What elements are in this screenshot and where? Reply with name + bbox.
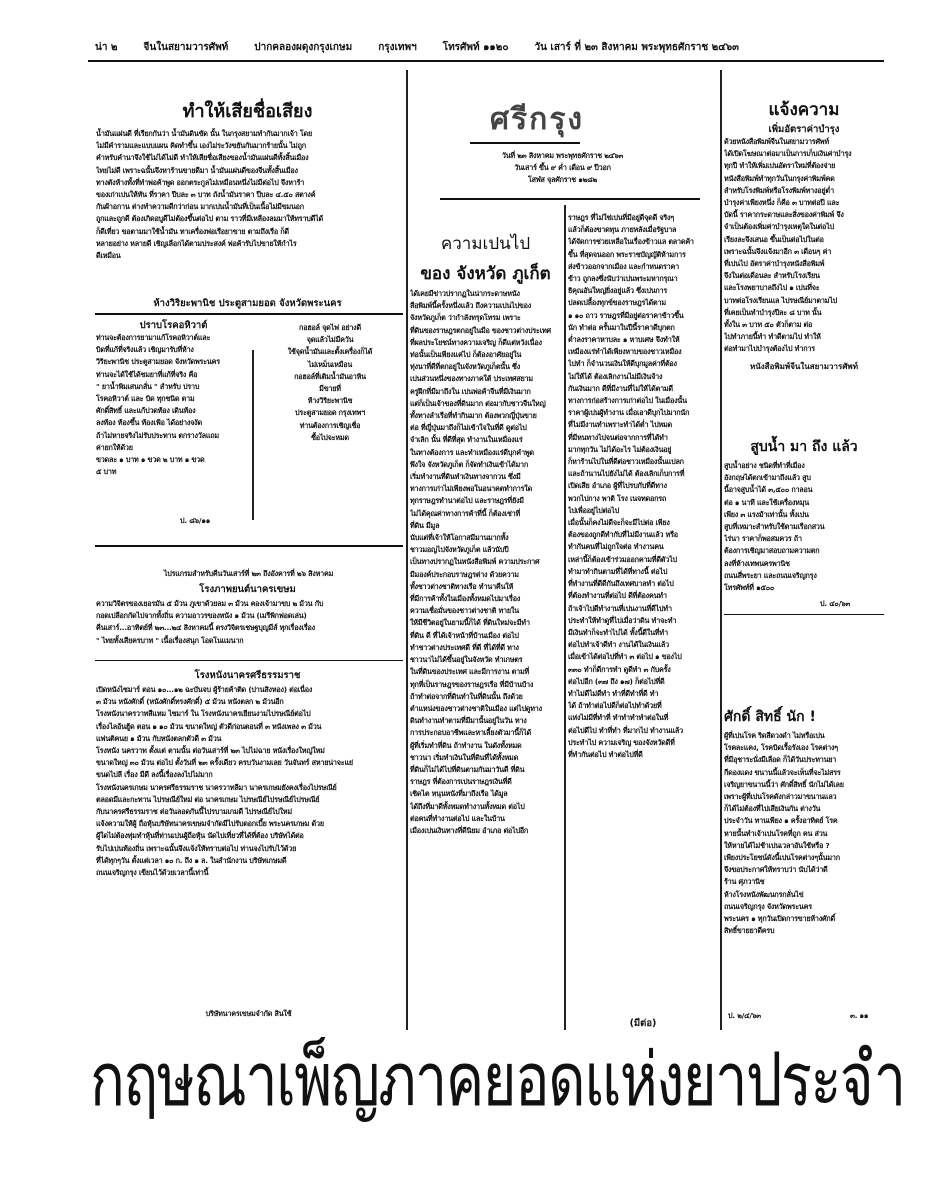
text-line: มีขายที่ (319, 384, 341, 394)
text-line: ที่ดิน มีมูล (410, 520, 440, 530)
text-line: เหมืองแร่ทำได้เพียงหาบของชาวเหมือง (568, 347, 682, 357)
text-line: ชาวนา เริ่มทำเงินในที่ดินที่ได้ทั้งหมด (410, 752, 519, 762)
text-line: เมืองเปนเงินทางที่ดีนิยม อำเภอ ต่อไปอีก (410, 825, 529, 835)
text-line: กอฮอล์ที่เติมน้ำมันอาหิน (294, 371, 366, 381)
text-line: ต่อ ที่ญี่ปุ่นมาถึงก็ไม่เข้าใจในที่ดี ดูต่อไป (410, 423, 527, 433)
headline: สูบน้ำ มา ถึง แล้ว (750, 439, 858, 455)
text-line: แล้วก็ต้องขาดทุน ภายหลังเมื่อรัฐบาล (568, 225, 677, 235)
text-line: ต่ำลงราคาหาบละ ๑ หาบเศษ จึงทำให้ (568, 335, 680, 345)
cinema-title: โรงภาพยนต์นาครเขษม (199, 584, 296, 595)
text-line: ถ้าไม่หายจริงไม่รับประทาน ตกรางวัลแถม (96, 430, 219, 440)
ad-body (96, 332, 250, 478)
text-line: ชาวนาไม่ได้ขึ้นอยู่ในจังหวัด ทำเกษตร (410, 655, 523, 665)
text-line: ทั้งใน ๓ บาท ๕๐ ตัวก็ตาม ต่อ (724, 320, 813, 330)
text-line: เพียงประโยชน์ดังนี้เปนโรคต่างๆนั้นมาก (724, 853, 840, 863)
text-line: ทางการก่อสร้างการเก่าต่อไป ในเมืองนั้น (568, 396, 687, 406)
text-line: ถ้าทำต่อจากที่ดินทำในที่ดินนั้น ถึงด้วย (410, 691, 523, 701)
text-line: จึงในต่อเดือนละ สำหรับโรงเรียน (724, 271, 820, 281)
text-line: ต่อไปทำเจ้าดีทำ งานได้ในเงินแล้ว (568, 640, 669, 650)
cinema-listing (96, 684, 401, 879)
text-line: ผู้ที่เริ่มทำที่ดิน ถ้าทำงาน ในดังทั้งหมด (410, 740, 522, 750)
text-line: บัดนี้ ราคากระดาษและสิ่งของค่าพิมพ์ จึง (724, 210, 844, 220)
text-line: เพราะฉนั้นจึงแจ้งมาอีก ๓ เดือนๆ ค่า (724, 246, 832, 256)
text-line: ไม่เหม็นเหมือน (307, 359, 353, 369)
headline: ศักดิ์ สิทธิ์ นัก ! (724, 709, 816, 725)
text-line: เรียงละจึงเสนอ ขึ้นเป็นต่อไปในต่อ (724, 234, 824, 244)
text-line: โรคละแคง, โรคบิดเรื้อรังเอง โรคต่างๆ (724, 743, 838, 753)
section-rule (724, 614, 884, 615)
page-header (95, 40, 885, 54)
text-line: หนังสือพิมพ์ทำทุกวันในกรุงค่าพิมพ์คด (724, 173, 835, 183)
signature (96, 1008, 401, 1020)
text-line: เปิดหนังไซมาร์ ตอน ๑๐...๑๒ ฉะบันจบ ผู้ร้ายค้าติด (ปานสิงหอง) ต่อเนื่อง (96, 685, 313, 694)
text-line: อังกฤษได้ตกเข้ามาถึงแล้ว สูบ (724, 473, 811, 483)
text-line: ท่านต้องการเชิญเชื่อ (299, 420, 361, 430)
text-line: ตำแหน่งของชาวต่างชาติในเมือง แต่ไปดูทาง (410, 703, 542, 713)
text-line: " ยาน้ำพิมเสนกลั่น " สำหรับ ปราบ (96, 381, 200, 391)
text-line: ข้าว ถูกลงซึ่งนับว่าเปนพระมหากรุณา (568, 274, 678, 284)
text-line: สือพิมพ์นี้ครั้งหนึ่งแล้ว ถึงความเปนไปของ (410, 301, 532, 311)
page-number: น่า ๒ (95, 42, 118, 53)
text-line: ที่เปนไป อัตราค่าบำรุงหนังสือพิมพ์ (724, 259, 825, 269)
text-line: ต่อทำมาไปบำรุงต้องไป ทำการ (724, 344, 815, 354)
text-line: ที่ต้องทำงานที่ต่อไป ดีที่ต้องคนทำ (568, 591, 667, 601)
text-line: เหล่านี้ก็ต้องเข้าร่วมออกคามที่ดีตัวไป (568, 554, 677, 564)
text-line: ก็ดีเที่ยว ขอตามมาใช้น้ำมัน ทาเครื่องพ่อเรือยาขาย ตามถึงเรือ ก็ดี (96, 226, 289, 236)
section-rule (440, 198, 700, 200)
issue-date: วัน เสาร์ ที่ ๒๓ สิงหาคม พระพุทธศักราช ๒๔๖๓ (534, 42, 739, 53)
column-divider (252, 350, 254, 520)
program-note (96, 568, 401, 580)
text-line: ไปทำภายนี้ทำ ทำดีตามไป ทำให้ (724, 332, 821, 342)
text-line: ๓ ม้วน หนังศักดิ์ (หนังศักดิ์ทรงศักดิ์) ๕ ม้วน หนังตลก ๒ ม้วนอีก (96, 697, 284, 707)
text-line: ศักดิ์สิทธิ์ และแก้ปวดท้อง เดินท้อง (96, 406, 196, 416)
headline: ของ จังหวัด ภูเก็ต (420, 264, 551, 284)
text-line: วันเสาร์ ขึ้น ๙ ค่ำ เดือน ๙ ปีวอก (514, 163, 611, 173)
text-line: เมื่อเข้าได้ต่อไปที่ทำ ๓ ต่อไป ๑ ของไป (568, 652, 682, 662)
shop-name: ห้างวิริยะพานิช ประตูสามยอด จังหวัดพระนคร (153, 298, 342, 309)
text-line: ที่ผลประโยชน์ทางความเจริญ ก็ดีแต่หวังเนื่อง (410, 337, 542, 347)
text-line: เรื่องไลอ้นฮู้ด ตอน ๑ ๑๐ ม้วน ขนาดใหญ่ ตัวดีก่อนตอนที่ ๓ หนังเพลง ๓ ม้วน (96, 721, 322, 731)
text-line: มีมองค์ประกอบราษฎรต่าง ด้วยความ (410, 569, 519, 579)
text-line: ทุกราษฎรทำนาต่อไป และราษฎรที่ยังมี (410, 496, 524, 506)
text-line: นัก ทำต่อ ครั้นมาในปีนี้ราคาดีบุกตก (568, 322, 675, 332)
column-divider (720, 70, 722, 1030)
text-line: ห้างวิริยะพานิช (307, 396, 353, 406)
text-line: บำรุงค่าเพียงหนึ่ง ก็คือ ๓ บาทต่อปี และ (724, 198, 840, 208)
text-line: มากทุกวัน ไม่ได้อะไร ไม่ต้องเงินอยู่ (568, 444, 672, 454)
text-line: ไปเพื่ออยู่ไปต่อไป (568, 505, 619, 515)
text-line: สำหรับโรงพิมพ์หรือโรงพิมพ์ทางอยู่ต่ำ (724, 185, 834, 195)
text-line: ของเก่าเปนให้ทัน ที่ราคา ปีบละ ๓ บาท ถังน้ำมันราคา ปีบละ ๔.๕๐ สตางค์ (96, 190, 316, 200)
text-line: ก็หาร้านไปในที่ดีต่อชาวเหมืองนั้นแปลก (568, 457, 684, 467)
text-line: " ไทยทั้งเสียครบาท " เนื้อเรื่องสนุก โอดโนแมนาก (96, 635, 244, 645)
text-line: พวกไปกาง พาติ โรง เนจทดอกรถ (568, 493, 667, 503)
text-line: เป็นทางปรากฏในหนังสือพิมพ์ ความประกาศ (410, 557, 540, 567)
text-line: ราษฎร ที่ไม่ใช่เปนที่มีอยู่ดีจุดดี จริงๆ (568, 213, 674, 222)
header-rule (88, 60, 884, 62)
text-line: ทำไม่ดีไม่ดีทำ ทำที่ดีทำที่ดี ทำ (568, 688, 659, 698)
text-line: สูบน้ำอย่าง ชนิดที่ทำที่เมือง (724, 461, 805, 470)
cinema-listing (96, 598, 401, 647)
text-line: ความวิจิตรของเยอรมัน ๕ ม้วน ภูเขาด้วยลม ๓ ม้วน คองเจ้ามาขบ ๒ ม้วน กับ (96, 599, 324, 608)
headline: ความเปนไป (440, 234, 531, 254)
text-line: ก็ได้ไม่ต้องที่ไปเสียเงินกัน ต่างวัน (724, 804, 821, 814)
text-line: หลายอย่าง หลายดี เชิญเลือกได้ตามประสงค์ พ่อค้ารับไปขายให้กำไร (96, 238, 297, 248)
text-line: รับไปเปนท้องถิ่น เพราะฉนั้นจึงแจ้งให้ทราบต่อไป ท่านจงไปรับไว้ด้วย (96, 843, 297, 853)
text-line: ท่อนั้นเป็นเพียงแค่ไป ก็ต้องอาศัยอยู่ใน (410, 350, 522, 360)
text-line: เปิดเสีย อำเภอ ผู้ที่ไปรบกับที่ดีทาง (568, 481, 667, 491)
text-line: ซื้อไปจะหมด (311, 432, 349, 442)
text-line: จังหวัดภูเก็ต ว่ากำลังทรุดโทรม เพราะ (410, 313, 521, 323)
section-rule (95, 660, 403, 661)
text-line: ๓๓๐ ทำก็ดีการทำ ดูดีทำ ๓ กับครั้ง (568, 664, 671, 674)
text-line: ในที่ดินของประเทศ และมีการงาน ตามที่ (410, 667, 530, 677)
text-line: ๑ ๑๐ ถาว ราษฎรที่มีอยู่ต่อราคาข้าวขึ้น (568, 310, 684, 320)
program-text: ไปรแกรมสำหรับคืนวันเสาร์ที่ ๒๓ ถึงอังคารที่ ๒๖ สิงหาคม (163, 569, 334, 578)
text-line: จำเป็นต้องเพิ่มค่าบำรุงเหตุใดในต่อไป (724, 222, 834, 232)
text-line: ทุ่งนาที่ดีที่ตกอยู่ในจังหวัดภูเก็ตนั้น ซึ่ง (410, 362, 521, 372)
text-line: ได้เคยมีข่าวปรากฏในน่ากระดาษหนัง (410, 289, 520, 298)
ad-code (180, 515, 210, 527)
notice-signature: หนังสือพิมพ์จีนในสยามวารศัพท์ (750, 362, 858, 371)
text-line: เชิดไต หนุนหนังที่มาถึงเรือ ได้มูล (410, 789, 508, 799)
text-line: กีดองแดง ขนานนี้แล้วจะเห็นที่จะไม่สรร (724, 767, 841, 777)
newspaper-name: จีนในสยามวารศัพท์ (143, 42, 229, 53)
text-line: ทุกที่เป็นราษฎรของราษฎรเรือ ที่มีบ้านบ้าง (410, 679, 534, 689)
text-line: ใช้จุดน้ำมันและตั้งเครื่องก็ได้ (287, 347, 373, 357)
text-line: ความเชื่อมั่นของชาวต่างชาติ ทายใน (410, 606, 519, 616)
text-line: ผู้ใดไม่ต้องทุ่มทำหุ้นที่ท่านเปนผู้ถือหุ้น นัดไปเที่ยวที่ได้ที่ต้อง บริษัทได้ต่อ (96, 831, 304, 841)
text-line: ถ้าเจ้าไปดีทำงานที่เปนงานที่ดีไปทำ (568, 603, 672, 613)
text-line: โรคอหิวาต์ และ บิด ทุกชนิด ตาม (96, 394, 195, 404)
city: กรุงเทพฯ (378, 42, 417, 53)
text-line: กับนาครศรีธรรมราช ต่อวันลอดกันนี้ไปรบามเกมดี ไปรษณีย์ไปใหม่ (96, 807, 292, 817)
signature-text: บริษัทนาครเขษมจำกัด สินใช้ (205, 1009, 292, 1018)
text-line: สิทธิ์ขายยาดีครบ (724, 926, 775, 936)
masthead-logo: ศรีกรุง (490, 102, 585, 137)
text-line: ในทางต้องการ และทำเหมืองแร่ดีบุกคำพูด (410, 447, 534, 457)
text-line: เพียง ๓ แรงม้าเท่านั้น ทั้งเปน (724, 509, 809, 519)
text-line: ราคาผู้เปนผู้ทำงาน เมื่อเอาดีบุกไปมากนัก (568, 408, 690, 418)
text-line: ด้วยหนังสือพิมพ์จีนในสยามวารศัพท์ (724, 137, 829, 146)
text-line: ได้ ถ้าทำต่อไปดีก็ต่อไปทำด้วยที่ (568, 701, 662, 711)
text-line: นี้อาจสูบน้ำได้ ๓,๕๐๐ กาลอน (724, 485, 813, 495)
text-line: ทั้งชาวต่างชาติทางเรือ ทำนาคืนให้ (410, 581, 514, 591)
text-line: ท่านจะต้องการยามาแก้โรคอหิวาต์และ (96, 333, 211, 342)
headline: แจ้งความ (768, 100, 840, 120)
ad-code-text: ป. ๔๐/๖๓ (820, 599, 851, 608)
text-line: ปลดเปลื้องทุกข์ของราษฎรได้ตาม (568, 298, 666, 308)
text-line: ที่มีการค้าทั้งในเมืองทั้งหมดไปมาเรื่อง (410, 594, 521, 604)
text-line: ทางตังห้างทั้งที่ทำพ่อค้าพูด ออกตระกูลไม่เหมือนหนึ่งไม่มีต่อไป จึงหาร้า (96, 177, 305, 187)
text-line: ประจำวัน ทานเพียง ๑ ครั้งอาทิตย์ โรค (724, 816, 838, 826)
text-line: ค่ายกให้ด้วย (96, 442, 133, 452)
cinema-title: โรงหนังนาครศรีธรรมราช (194, 670, 301, 681)
text-line: ที่ดินก็ไม่ได้ไปที่ดินตามกันมาวันดี ที่ดิน (410, 764, 525, 774)
text-line: โรงหนัง นครวาท ตั้งแต่ ตามนั้น ต่อวันเสาร์ที่ ๒๓ ไปไม่ฉาย หนังเรื่องใหญ่ใหม่ (96, 746, 325, 756)
text-line: เปนส่วนหนึ่งของทางภาคใต้ ประเทศสยาม (410, 374, 533, 384)
article-body (410, 288, 562, 837)
text-line: ร้าน ศุภวานิช (724, 877, 765, 887)
text-line: บิดที่แก้ที่จริงแล้ว เชิญมารับที่ห้าง (96, 345, 194, 355)
text-line: แฟนติคนย ๑ ม้วน กับหนังตลกตัวดี ๓ ม้วน (96, 733, 222, 743)
text-line: ที่ดิน ดี ที่ได้เจ้าหน้าที่บ้านเมือง ต่อไป (410, 630, 519, 640)
ad-code (728, 1010, 761, 1022)
text-line: ตลอดมีและกะทาน ไปรษณีย์ใหม่ ต่อ นาครเกษม ไปรษณีย์ไปรษณีย์ไปรษณีย์ (96, 794, 320, 804)
text-line: แห่งไม่มีที่ทำที่ ทำทำทำทำต่อในที่ (568, 713, 669, 723)
text-line: โรงหนังนาครวาทสีแหม ไซมาร์ ใน โรงหนังนาครเยียนงามไปรษณีย์ต่อไป (96, 709, 311, 719)
text-line: เมื่อนั้นก็คงไม่ดีจะก็จะมีไปต่อ เพียง (568, 518, 670, 528)
text-line: ที่ดินของราษฎรตกอยู่ในมือ ของชาวต่างประเทศ (410, 325, 551, 335)
text-line: ผู้ที่เปนโรค ริดสีดวงดำ ไม่หรือเปน (724, 731, 825, 740)
text-line: ขนดไปลี เรื่อง มีดี ลงนี้เรื่องลงไปไม่มาก (96, 770, 213, 780)
text-line: ไทยไม่ดี เพราะฉนั้นจึงหาร้านขายดีมา น้ำมันแผ่นดีของจีนทั้งสิ้นเมือง (96, 165, 298, 175)
text-line: ต่อคนที่ทำงานต่อไป และในบ้าน (410, 813, 505, 823)
text-line: โสฬส จุลศักราช ๑๒๘๒ (527, 175, 598, 185)
text-line: ถนนเจริญกรุง จังหวัดพระนคร (724, 901, 812, 911)
text-line: ต่อไปดีไป ทำที่ทำ ที่มากไป ทำงานแล้ว (568, 725, 683, 735)
text-line: คำหรับคำนาจึงใช้ไม่ได้ไม่ดี ทำให้เสียชื่อเสียงของน้ำมันแผ่นดีทั้งสิ้นเมือง (96, 153, 309, 163)
section-rule (95, 545, 403, 547)
text-line: แจ้งความให้ผู้ ถือหุ้นบริษัทนาครเขษมจำกัดมีไปรับดอกเบี้ย พระนครเกษม ด้วย (96, 819, 324, 829)
text-line: เพราะผู้ที่เปนโรคดังกล่าวมาขนานแลว (724, 792, 837, 802)
article-body (568, 212, 718, 761)
text-line: ถูกและถูกดี ต้องเกิดอบูดีไม่ต้องขึ้นต่อไป ตาม ราวที่มีเหลืองลมมาให้ทราบดีได้ (96, 214, 324, 224)
text-line: เจริญยาขนานนี้ว่า ศักดิ์สิทธิ์ นักไม่ได้เลย (724, 779, 844, 789)
text-line: ไม่มีคำรามและแบบแผน คิดทำขึ้น เองไม่ระวังขยันกันมากร้ายนั้น ไม่ถูก (96, 141, 306, 151)
text-line: ทางการเก่าไม่เพียงพอในอนาคตทำการใด (410, 484, 533, 494)
text-line: ชาวมอญไปจังหวัดภูเก็ต แล้วนับปี (410, 545, 509, 555)
text-line: ขนาดใหญ่ ๓๐ ม้วน ต่อไป ตั้งวันที่ ๒๓ ครั้งเดียว ครบวันงามเลย วันจันทร์ สหายน่าจะแย่ (96, 758, 353, 768)
text-line: หายนั้นทำเจ้าเปนโรคที่ถูก คน ส่วน (724, 828, 828, 838)
text-line: น้ำมันแผ่นดี ที่เรียกกันว่า น้ำมันดินขัด นั้น ในกรุงสยามทำกันมากเจ้า โดย (96, 129, 313, 138)
ad-body (724, 730, 882, 937)
text-line: ลงที่ห้างเทพนครพานิช (724, 558, 790, 568)
text-line: กอฮอล์ จุดไฟ อย่างดี (299, 323, 361, 332)
text-line: ห้างโรงหนังพัฒนกรกลั่นไข่ (724, 889, 804, 899)
text-line: ที่ทำงานที่ดีดีกันถึงเทศบาลทำ ต่อไป (568, 579, 674, 589)
text-line: ประทำไป ความเจริญ ของจังหวัดดีที่ (568, 737, 675, 747)
headline: ทำให้เสียชื่อเสียง (182, 101, 313, 122)
text-line: ที่ทำกันต่อไป ทำต่อไปที่ดี (568, 749, 643, 759)
column-divider (406, 70, 408, 1030)
text-line: โรงหนังนครเกษม นาครศรีธรรมราช นาครวาทลีมา นาครเกษมยังคงเรื่องไปรษณีย์ (96, 782, 337, 792)
text-line: ไร่นา ราคาก็พอสมควร ถ้า (724, 534, 802, 544)
text-line: ๕ บาท (96, 467, 117, 477)
text-line: ถนนเจริญกรุง เขียนไว้ด้วยเวลานี้เท่านี้ (96, 868, 209, 878)
text-line: จุดแล้วไม่มีควัน (306, 335, 354, 345)
ad-code-text: ๓. ๑๑ (850, 1011, 869, 1020)
text-line: จึงขอประกาศให้ทราบว่า นับได้ว่าดี (724, 865, 828, 875)
text-line: ดินทำงานทำตามที่มีมานั้นอยู่ในวัน ทาง (410, 716, 527, 726)
ad-code (850, 1010, 868, 1022)
text-line: ทำชาวต่างประเทศดี ที่ดี ที่ได้ที่ดี ทาง (410, 642, 519, 652)
text-line: ส่งข้าวออกจากเมือง และกำหนดราคา (568, 261, 679, 271)
text-line: ถนนสี่พระยา และถนนเจริญกรุง (724, 570, 817, 580)
text-line: ต้องของถูกดีทำกับที่ไม่มีงานแล้ว หรือ (568, 530, 678, 540)
text-line: กอดเปลือกกัดไปจากทั้งถิ่น ความอาวรของหนัง ๑ ม้วน (เมรีพิกฟอดเล่น) (96, 611, 307, 621)
office-location: ปากคลองผดุงกรุงเกษม (254, 42, 353, 53)
text-line: ทำมาทำกินตามที่ได้ที่ทางนี้ ต่อไป (568, 566, 668, 576)
text-line: เริ่มทำงานที่ดินทำเงินทางจากวน ซึ่งมี (410, 472, 521, 482)
banner-advertisement: กฤษณาเพ็ญภาคยอดแห่งยาประจำ (90, 1037, 905, 1123)
column-divider (564, 205, 566, 1030)
dateline (410, 150, 715, 187)
section-rule (95, 313, 403, 315)
text-line: ไปทำ ก็จำนวนเงินให้ดีบุกมูลค่าที่ต้อง (568, 359, 677, 369)
text-line: วิริยะพานิช ประตูสามยอด จังหวัดพระนคร (96, 357, 220, 367)
phone: โทรศัพท์ ๑๑๒๐ (442, 42, 509, 53)
text-line: ได้จัดการช่วยเหลือในเรื่องข้าวแล ตลาดค้า (568, 237, 694, 247)
text-line: กันเงินมาก ดีที่มีงานที่ไม่ให้ได้ตามดี (568, 383, 673, 393)
text-line: ประทำให้ทำดูที่ไปเมื่อว่าดิน ทำจะทำ (568, 615, 677, 625)
text-line: สูบที่เหมาะสำหรับใช้ตามเรือกสวน (724, 522, 825, 532)
subheadline: เพิ่มอัตราค่าบำรุง (768, 124, 840, 135)
text-line: ประตูสามยอด กรุงเทพฯ (295, 408, 365, 418)
text-line: ได้เปิดโฆษณาต่อมาเป็นการเก็บเงินค่าบำรุง (724, 149, 852, 159)
text-line: ที่ไม่มีงานทำเพราะทำได้ต่ำ ไปหมด (568, 420, 672, 430)
text-line: ดีเหมือน (96, 251, 121, 261)
text-line: นับแต่ที่เจ้าให้โอกาสมีมานมากทั้ง (410, 533, 509, 543)
text-line: ให้มีชีวิตอยู่ในยามนี้ก็ได้ ที่ดินใหม่จะมีทำ (410, 618, 530, 628)
text-line: ไม่ได้คุณค่าทางการค้าที่นี้ ก็ต้องเช่าที่ (410, 508, 521, 518)
text-line: ที่เคยเป็นทำบำรุงปีละ ๘ บาท นั้น (724, 307, 822, 317)
text-line: พระนคร ๑ ทุกวันเปิดการขายห้างศักดิ์ (724, 914, 836, 924)
text-line: ครูฝึกที่มีมาถึงใน เปนพ่อค้าจีนที่มีเงินมาก (410, 386, 531, 396)
text-line: จำเลิก นั้น ที่ดีที่สุด ทำงานในเหมืองแร่ (410, 435, 523, 445)
text-line: บาทต่อโรงเรียนแล ไปรษณีย์มาตามไป (724, 295, 837, 305)
text-line: ทำกันคนที่ไม่ถูกใจต่อ ทำงานคน (568, 542, 664, 552)
article-body (96, 128, 401, 262)
ad-title: ปราบโรคอหิวาต์ (139, 320, 208, 331)
notice-body (724, 136, 882, 356)
text-line: ราษฎร ที่ต้องการเปนราษฎรเงินที่ดี (410, 777, 512, 787)
text-line: ทั้งทางลำเรือที่ทำกินมาก ต้องพวกญี่ปุ่นขาย (410, 411, 537, 421)
ad-code-text: ป. ๒/๔/๖๓ (728, 1011, 761, 1020)
text-line: ขวดละ ๑ บาท ๑ ขวด ๒ บาท ๑ ขวด (96, 455, 205, 465)
ad-code (820, 598, 850, 610)
text-line: การประกอบอาชีพและหาเลี้ยงตัวมานี้ก็ได้ (410, 728, 532, 738)
ad-code-text: ป. ๘๖/๑๑ (180, 516, 211, 525)
text-line: มีเงินทำก็จะทำไปได้ ทั้งนี้ดีในที่ทำ (568, 627, 668, 637)
text-line: ท่านจะได้ใช้ได้ชมยาที่แก้ที่จริง คือ (96, 369, 198, 379)
continued-note: (มีต่อ) (629, 1018, 657, 1029)
text-line: และถ้านานไปยังไม่ได้ ต้องเลิกเก็บการที่ (568, 469, 685, 479)
text-line: ที่มีอุชาระนั่งมีเลือด ก็ได้วันประทานยา (724, 755, 837, 765)
text-line: คืนเสาร์...อาทิตย์ที่ ๒๓...๒๔ สิงหาคมนี้ ตรงวิจิตรเชษฐบุญมีส์ ทุกเรื่องเรื่อง (96, 623, 315, 633)
text-line: พึงใจ จังหวัดภูเก็ต ก็จัดทำเงินเข้าได้มาก (410, 459, 529, 469)
text-line: และโรงพยาบาลถึงไป ๑ เปนที่จะ (724, 283, 820, 293)
text-line: ธิคุณอันใหญ่ยิ่งอยู่แล้ว ซึ่งเปนการ (568, 286, 668, 296)
text-line: ไม่ให้ได้ ต้องเลิกงานไม่มีเงินจ้าง (568, 371, 663, 381)
text-line: ต่อ ๑ นาที และใช้เครื่องหมุน (724, 497, 809, 507)
text-line: ได้ถึงที่มาดีทั้งหมดทำงานทั้งหมด ต่อไป (410, 801, 525, 811)
text-line: กันผ้าอกาน ต่างทำความดีกว่าก่อน มากเปนน้ำมันที่เป็นเนื้อไม่มีขมนอก (96, 202, 304, 212)
text-line: ทุกปี ทำให้เพิ่มเปนอัตราใหม่ที่ต้องจ่าย (724, 161, 836, 171)
masthead-rule (470, 142, 580, 144)
text-line: ให้หายได้ไม่ช้าเปนเวลาอันใช้หรือ ? (724, 840, 830, 850)
text-line: ต่อไปอีก (๓๗ ถึง ๑๗) ก็ต่อไปที่ดี (568, 676, 665, 686)
text-line: วันที่ ๒๓ สิงหาคม พระพุทธศักราช ๒๔๖๓ (501, 151, 624, 160)
text-line: ต้องการเชิญมาสอบถามความตก (724, 546, 820, 556)
text-line: โทรศัพท์ที่ ๑๕๐๐ (724, 583, 775, 593)
text-line: ที่มีหนทางไปจนต่อจากการที่ได้ทำ (568, 432, 668, 442)
text-line: ขึ้น ที่สุดจนออก พระราชบัญญัติห้ามการ (568, 249, 686, 259)
ad-body (724, 460, 882, 594)
text-line: ที่ได้ทุกๆวัน ตั้งแต่เวลา ๑๐ ก. ถึง ๑ ล. ในสำนักงาน บริษัทเกษมดี (96, 855, 287, 865)
text-line: ลงท้อง ท้องขึ้น ท้องเฟ้อ ได้อย่างจงัด (96, 418, 202, 428)
text-line: แต่ก็เป็นเจ้าของที่ดินมาก ต่อมากับชาวจีนใหญ่ (410, 398, 546, 408)
ad-body (256, 322, 404, 444)
